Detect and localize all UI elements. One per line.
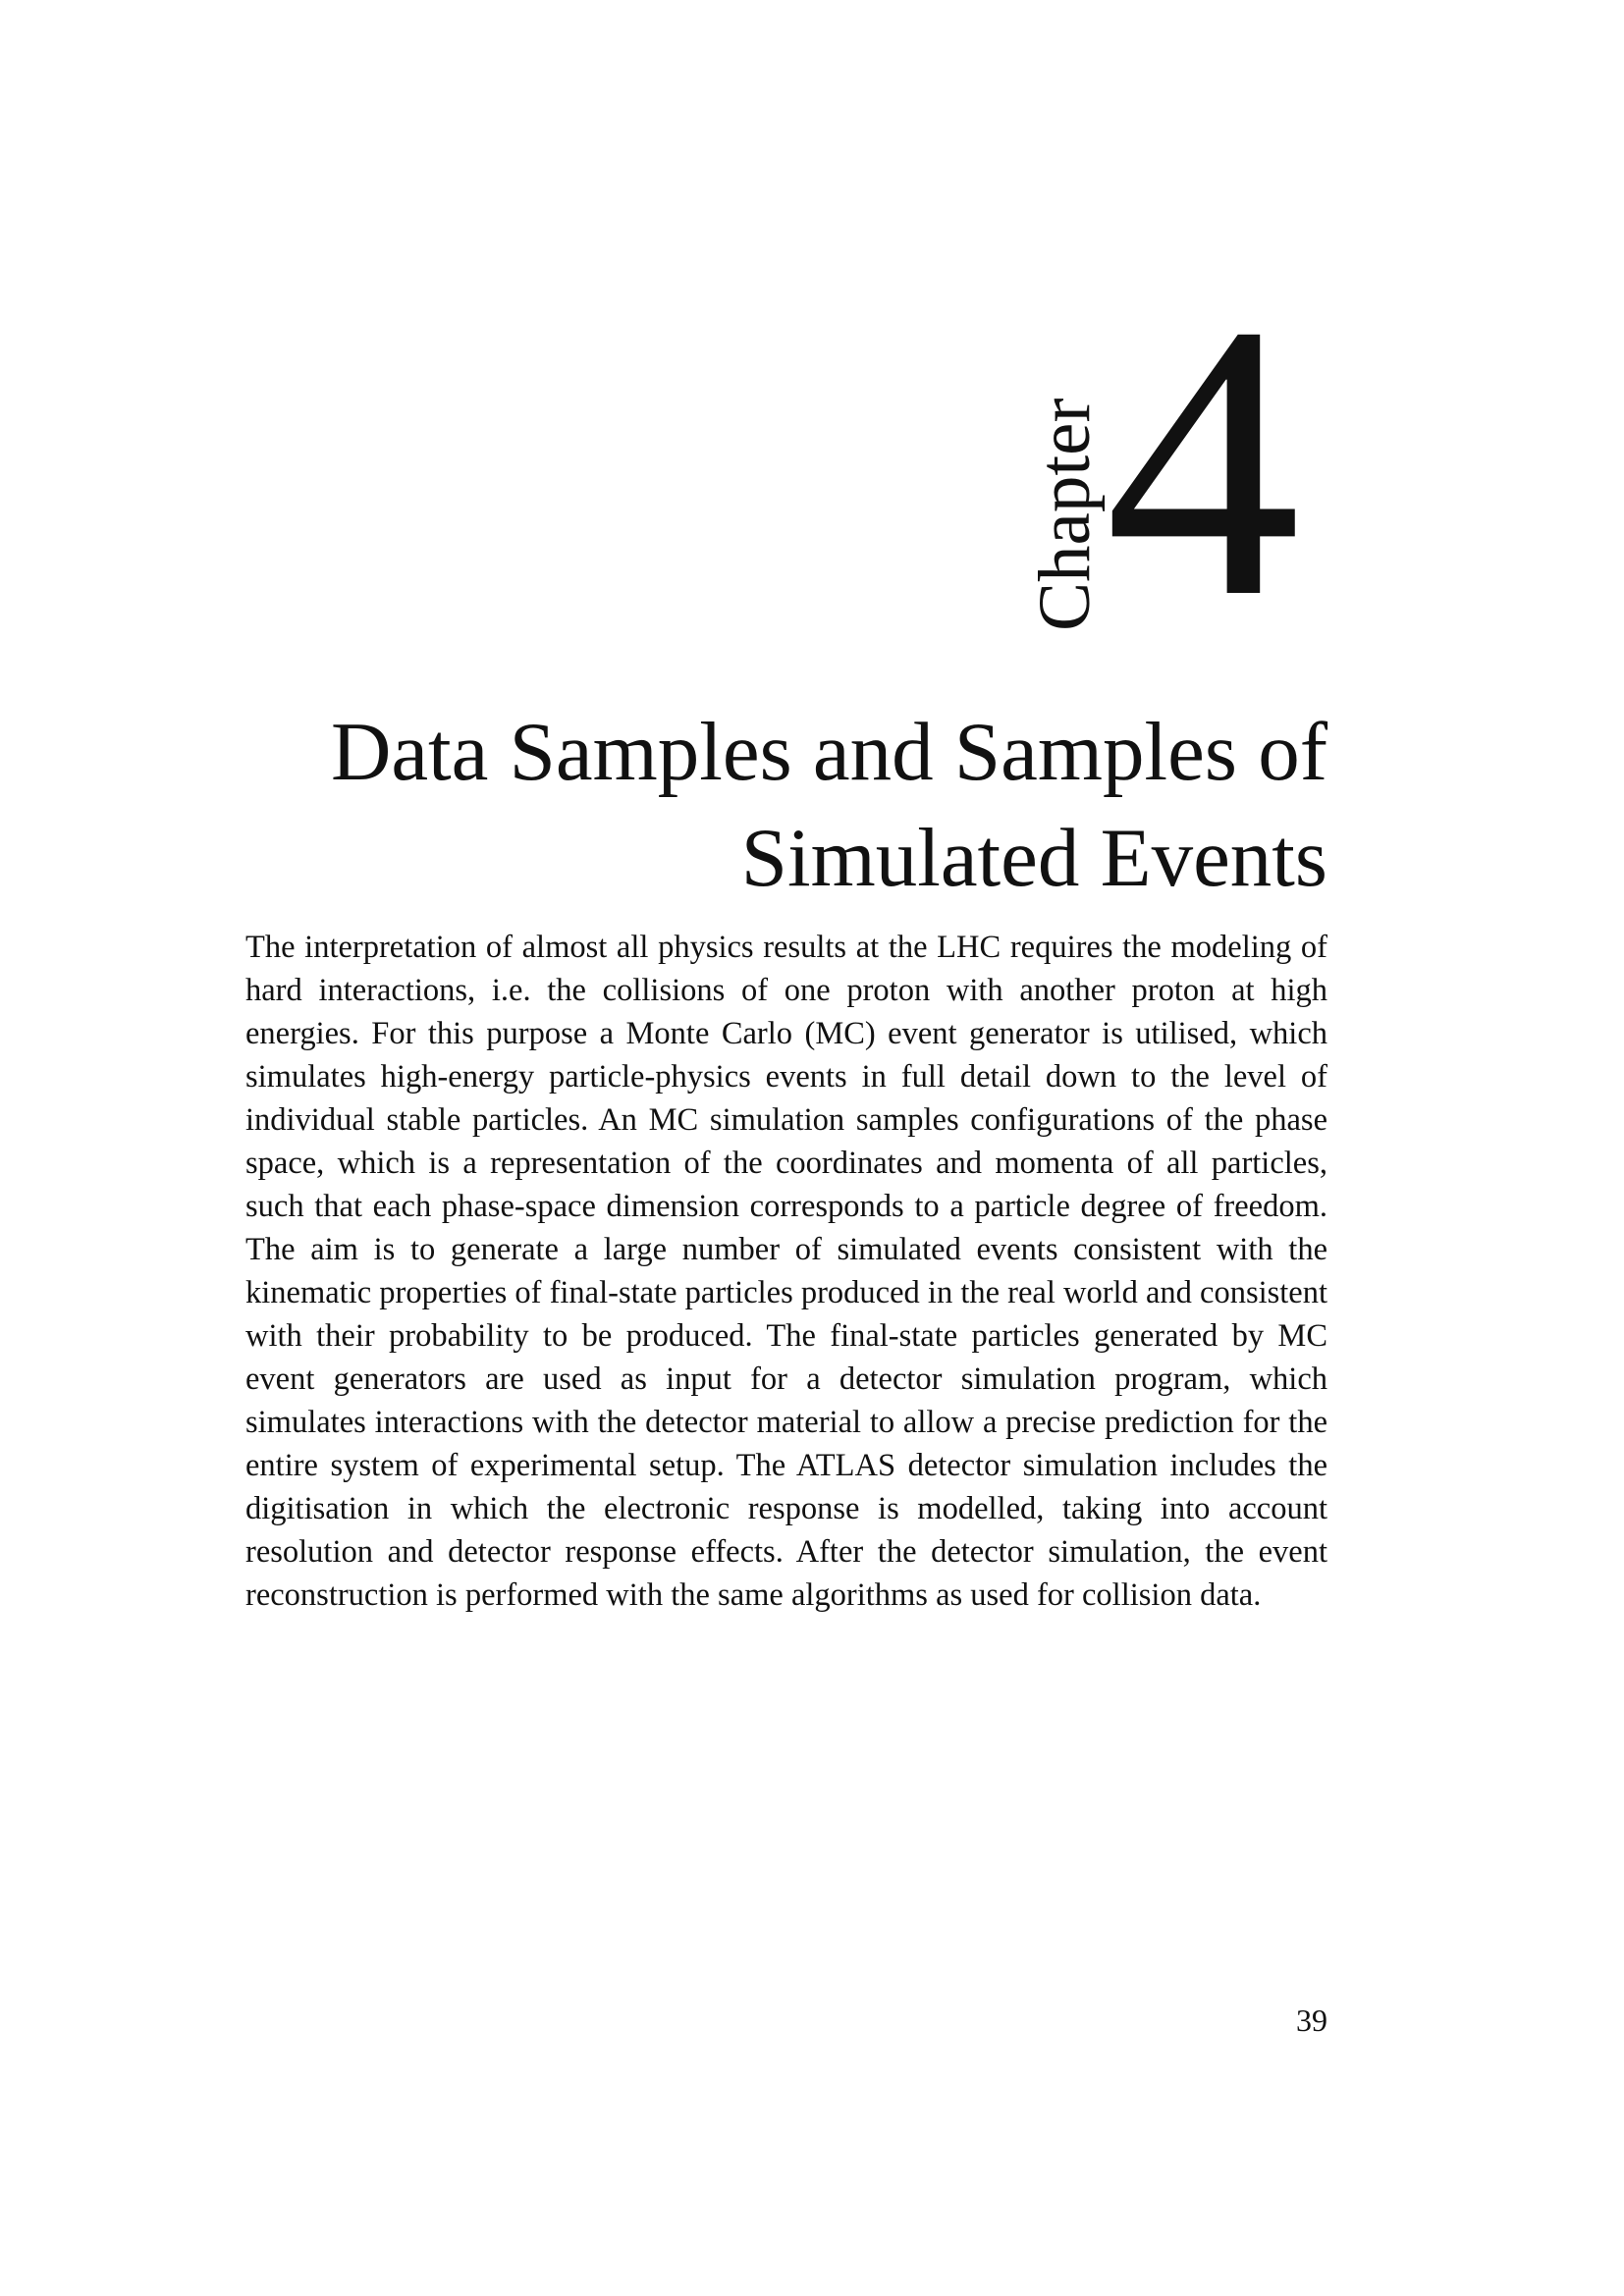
body-paragraph: The interpretation of almost all physics results at the LHC requires the modeling of hard interactions, i.e. the collisions of one proton with another proton at high energies. For this purpose a Monte Carlo (MC) event generator is utilised, which simulates high-energy particle-physics events in full detail down to the level of individual stable particles. An MC simulation samples configurations of the phase space, which is a representation of the coordinates and momenta of all particles, such that each phase-space dimension corresponds to a particle degree of freedom. The aim is to generate a large number of simulated events consistent with the kinematic properties of final-state particles produced in the real world and consistent with their probability to be produced. The final-state particles generated by MC event generators are used as input for a detector simulation program, which simulates interactions with the detector material to allow a precise prediction for the entire system of experimental setup. The ATLAS detector simulation includes the digitisation in which the electronic response is modelled, taking into account resolution and detector response effects. After the detector simulation, the event reconstruction is performed with the same algorithms as used for collision data.: [245, 930, 1327, 1613]
chapter-title: Data Samples and Samples of Simulated Events: [330, 706, 1327, 904]
chapter-label-text: Chapter: [1024, 398, 1106, 631]
chapter-number: 4: [1105, 243, 1297, 678]
page-number: 39: [1296, 2002, 1327, 2038]
